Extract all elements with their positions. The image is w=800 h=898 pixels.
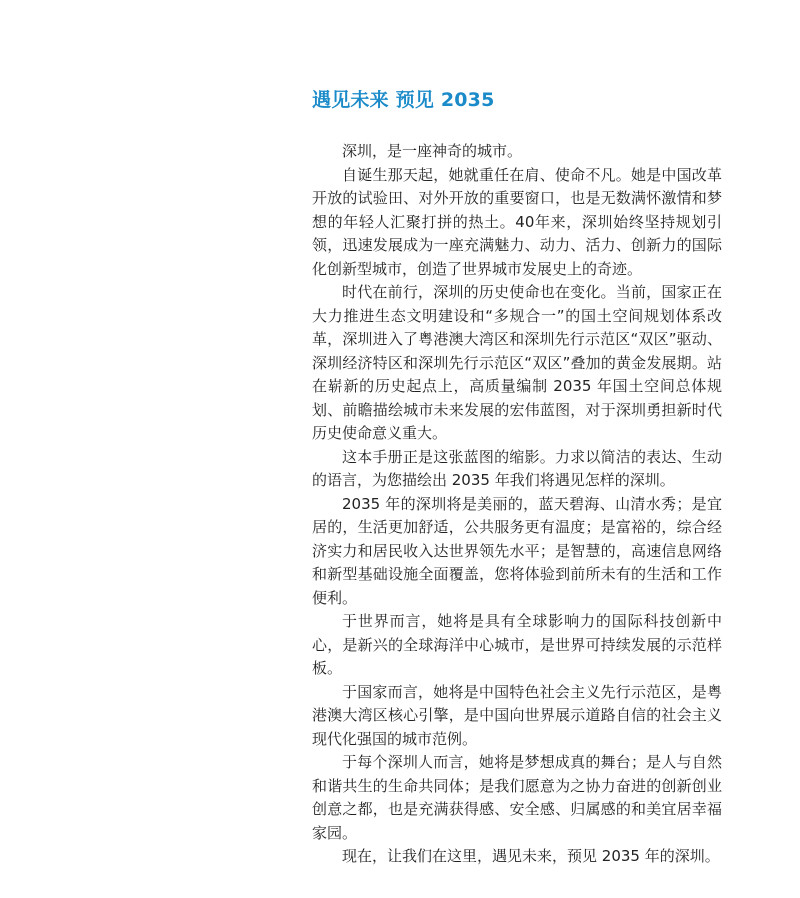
- paragraph-6: 于世界而言，她将是具有全球影响力的国际科技创新中心，是新兴的全球海洋中心城市，是世界可持续发展的示范样板。: [312, 612, 722, 677]
- page-title: 遇见未来 预见 2035: [312, 89, 495, 111]
- paragraph-7: 于国家而言，她将是中国特色社会主义先行示范区，是粤港澳大湾区核心引擎，是中国向世界展示道路自信的社会主义现代化强国的城市范例。: [312, 682, 722, 748]
- paragraph-1: 深圳，是一座神奇的城市。: [342, 142, 523, 160]
- paragraph-4: 这本手册正是这张蓝图的缩影。力求以简洁的表达、生动的语言，为您描绘出 2035 年我们将遇见怎样的深圳。: [312, 447, 722, 489]
- paragraph-3: 时代在前行，深圳的历史使命也在变化。当前，国家正在大力推进生态文明建设和“多规合一”的国土空间规划体系改革，深圳进入了粤港澳大湾区和深圳先行示范区“双区”驱动、深圳经济特区和深圳先行示范区“双区”叠加的黄金发展期。站在崭新的历史起点上，高质量编制 2035 年国土空间总体规划、前瞻描绘城市未来发展的宏伟蓝图，对于深圳勇担新时代历史使命意义重大。: [312, 283, 722, 442]
- paragraph-8: 于每个深圳人而言，她将是梦想成真的舞台；是人与自然和谐共生的生命共同体；是我们愿意为之协力奋进的创新创业创意之都，也是充满获得感、安全感、归属感的和美宜居幸福家园。: [312, 753, 722, 842]
- paragraph-9: 现在，让我们在这里，遇见未来，预见 2035 年的深圳。: [342, 847, 720, 865]
- paragraph-2: 自诞生那天起，她就重任在肩、使命不凡。她是中国改革开放的试验田、对外开放的重要窗口，也是无数满怀激情和梦想的年轻人汇聚打拼的热土。40年来，深圳始终坚持规划引领，迅速发展成为一座充满魅力、动力、活力、创新力的国际化创新型城市，创造了世界城市发展史上的奇迹。: [312, 165, 722, 278]
- paragraph-5: 2035 年的深圳将是美丽的，蓝天碧海、山清水秀；是宜居的，生活更加舒适，公共服务更有温度；是富裕的，综合经济实力和居民收入达世界领先水平；是智慧的，高速信息网络和新型基础设施全面覆盖，您将体验到前所未有的生活和工作便利。: [312, 494, 722, 607]
- article: [312, 86, 722, 869]
